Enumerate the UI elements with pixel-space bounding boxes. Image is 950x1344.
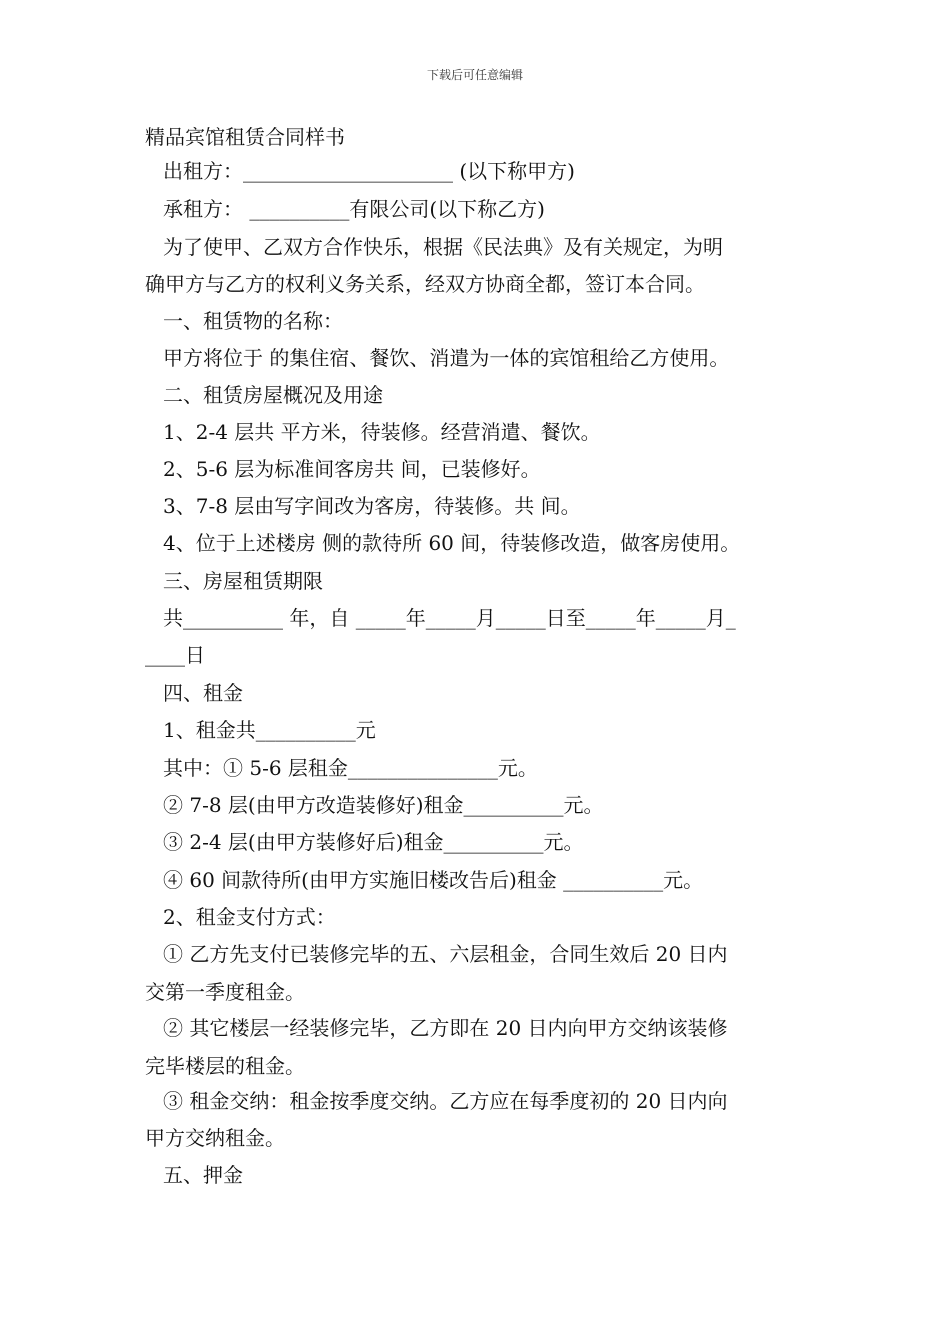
section-heading-4: 四、租金 — [163, 681, 243, 705]
payment-line: ① 乙方先支付已装修完毕的五、六层租金，合同生效后 20 日内 — [163, 942, 728, 966]
rent-detail-line: ② 7-8 层(由甲方改造装修好)租金__________元。 — [163, 793, 604, 817]
page-header: 下载后可任意编辑 — [426, 68, 523, 82]
rent-detail-line: ③ 2-4 层(由甲方装修好后)租金__________元。 — [163, 830, 584, 854]
document-title: 精品宾馆租赁合同样书 — [145, 125, 345, 149]
preamble-line-1: 为了使甲、乙双方合作快乐，根据《民法典》及有关规定，为明 — [163, 235, 723, 259]
party-b-line: 承租方： __________有限公司(以下称乙方) — [163, 197, 545, 221]
payment-line: ③ 租金交纳：租金按季度交纳。乙方应在每季度初的 20 日内向 — [163, 1089, 728, 1113]
payment-line: 交第一季度租金。 — [145, 980, 305, 1004]
party-a-line: 出租方：_____________________ (以下称甲方) — [163, 159, 575, 183]
list-item: 3、7-8 层由写字间改为客房，待装修。共 间。 — [163, 494, 581, 518]
list-item: 2、5-6 层为标准间客房共 间，已装修好。 — [163, 457, 541, 481]
payment-line: 完毕楼层的租金。 — [145, 1054, 305, 1078]
payment-line: 甲方交纳租金。 — [145, 1126, 285, 1150]
term-line-2: ____日 — [145, 643, 205, 667]
section-heading-1: 一、租赁物的名称： — [163, 309, 343, 333]
list-item: 4、位于上述楼房 侧的款待所 60 间，待装修改造，做客房使用。 — [163, 531, 741, 555]
section-heading-2: 二、租赁房屋概况及用途 — [163, 383, 383, 407]
preamble-line-2: 确甲方与乙方的权利义务关系，经双方协商全都，签订本合同。 — [145, 272, 705, 296]
section-heading-5: 五、押金 — [163, 1163, 243, 1187]
rent-detail-line: ④ 60 间款待所(由甲方实施旧楼改告后)租金 __________元。 — [163, 868, 704, 892]
section-heading-3: 三、房屋租赁期限 — [163, 569, 323, 593]
rent-detail-line: 其中：① 5-6 层租金_______________元。 — [163, 756, 538, 780]
list-item: 1、2-4 层共 平方米，待装修。经营消遣、餐饮。 — [163, 420, 601, 444]
paragraph-line: 甲方将位于 的集住宿、餐饮、消遣为一体的宾馆租给乙方使用。 — [163, 346, 730, 370]
rent-total-line: 1、租金共__________元 — [163, 718, 376, 742]
term-line-1: 共__________ 年，自 _____年_____月_____日至_____年_____月_ — [163, 606, 736, 630]
payment-line: ② 其它楼层一经装修完毕，乙方即在 20 日内向甲方交纳该装修 — [163, 1016, 728, 1040]
payment-heading: 2、租金支付方式： — [163, 905, 336, 929]
